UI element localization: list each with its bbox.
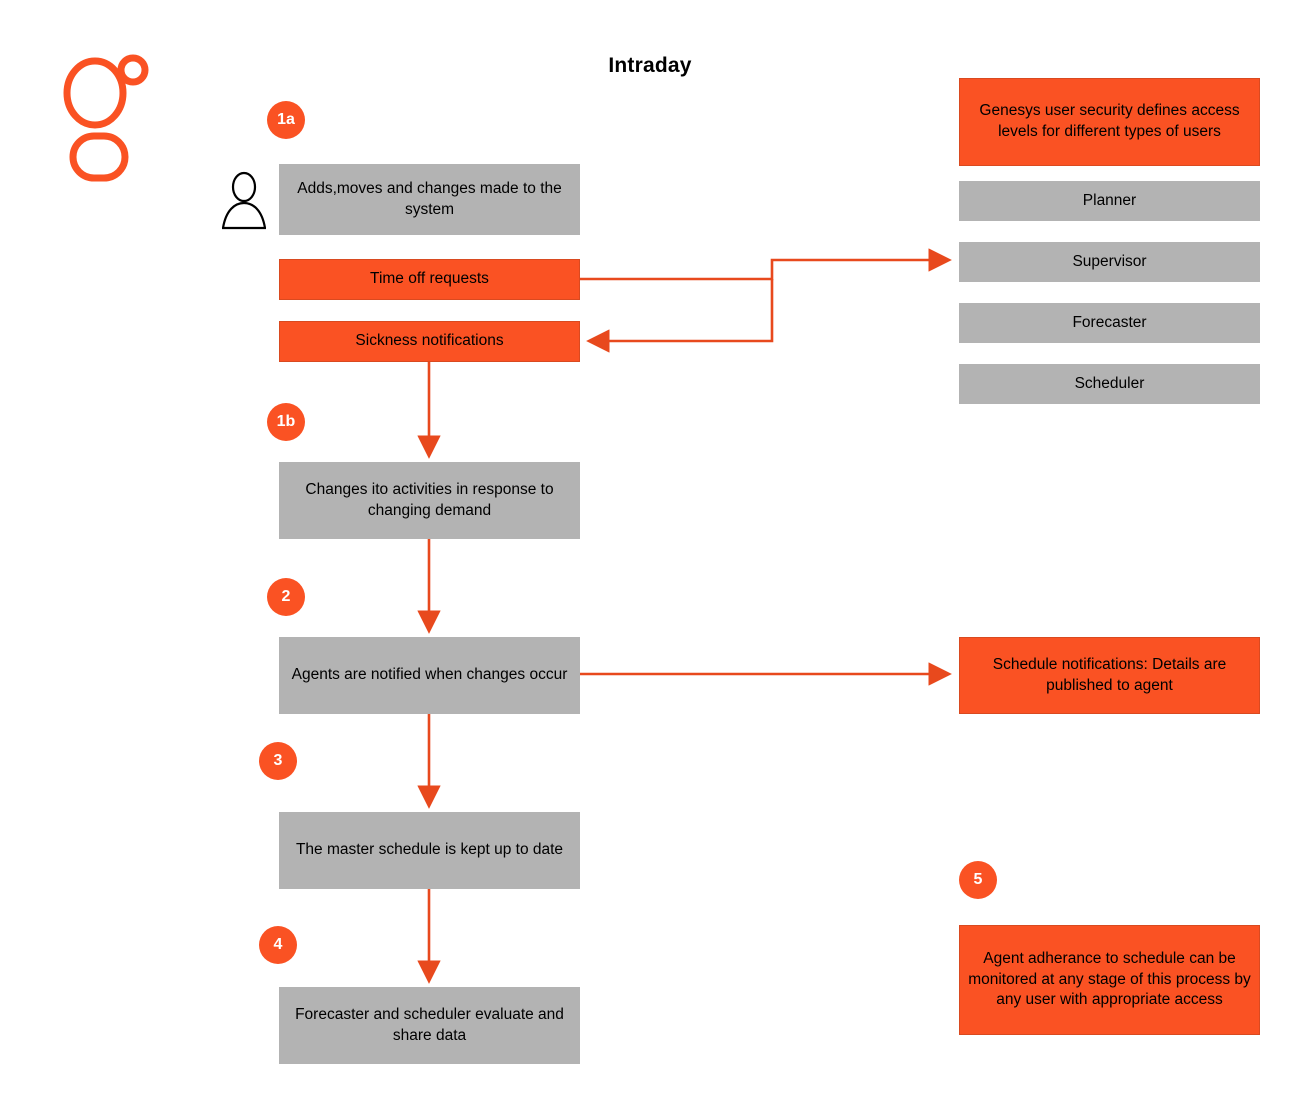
role-supervisor: Supervisor — [959, 242, 1260, 282]
node-changes-to-activities: Changes ito activities in response to changing demand — [279, 462, 580, 539]
page-title: Intraday — [608, 54, 692, 77]
node-forecaster-scheduler: Forecaster and scheduler evaluate and share data — [279, 987, 580, 1064]
step-badge-1a: 1a — [267, 101, 305, 139]
node-adds-moves-changes: Adds,moves and changes made to the system — [279, 164, 580, 235]
node-master-schedule: The master schedule is kept up to date — [279, 812, 580, 889]
role-forecaster: Forecaster — [959, 303, 1260, 343]
note-agent-adherence: Agent adherance to schedule can be monitored at any stage of this process by any user with appropriate access — [959, 925, 1260, 1035]
note-schedule-notifications: Schedule notifications: Details are published to agent — [959, 637, 1260, 714]
role-scheduler: Scheduler — [959, 364, 1260, 404]
role-planner: Planner — [959, 181, 1260, 221]
note-genesys-user-security: Genesys user security defines access levels for different types of users — [959, 78, 1260, 166]
node-time-off-requests: Time off requests — [279, 259, 580, 300]
user-icon — [218, 170, 270, 232]
step-badge-4: 4 — [259, 926, 297, 964]
step-badge-1b: 1b — [267, 403, 305, 441]
step-badge-3: 3 — [259, 742, 297, 780]
step-badge-5: 5 — [959, 861, 997, 899]
step-badge-2: 2 — [267, 578, 305, 616]
node-sickness-notifications: Sickness notifications — [279, 321, 580, 362]
node-agents-notified: Agents are notified when changes occur — [279, 637, 580, 714]
